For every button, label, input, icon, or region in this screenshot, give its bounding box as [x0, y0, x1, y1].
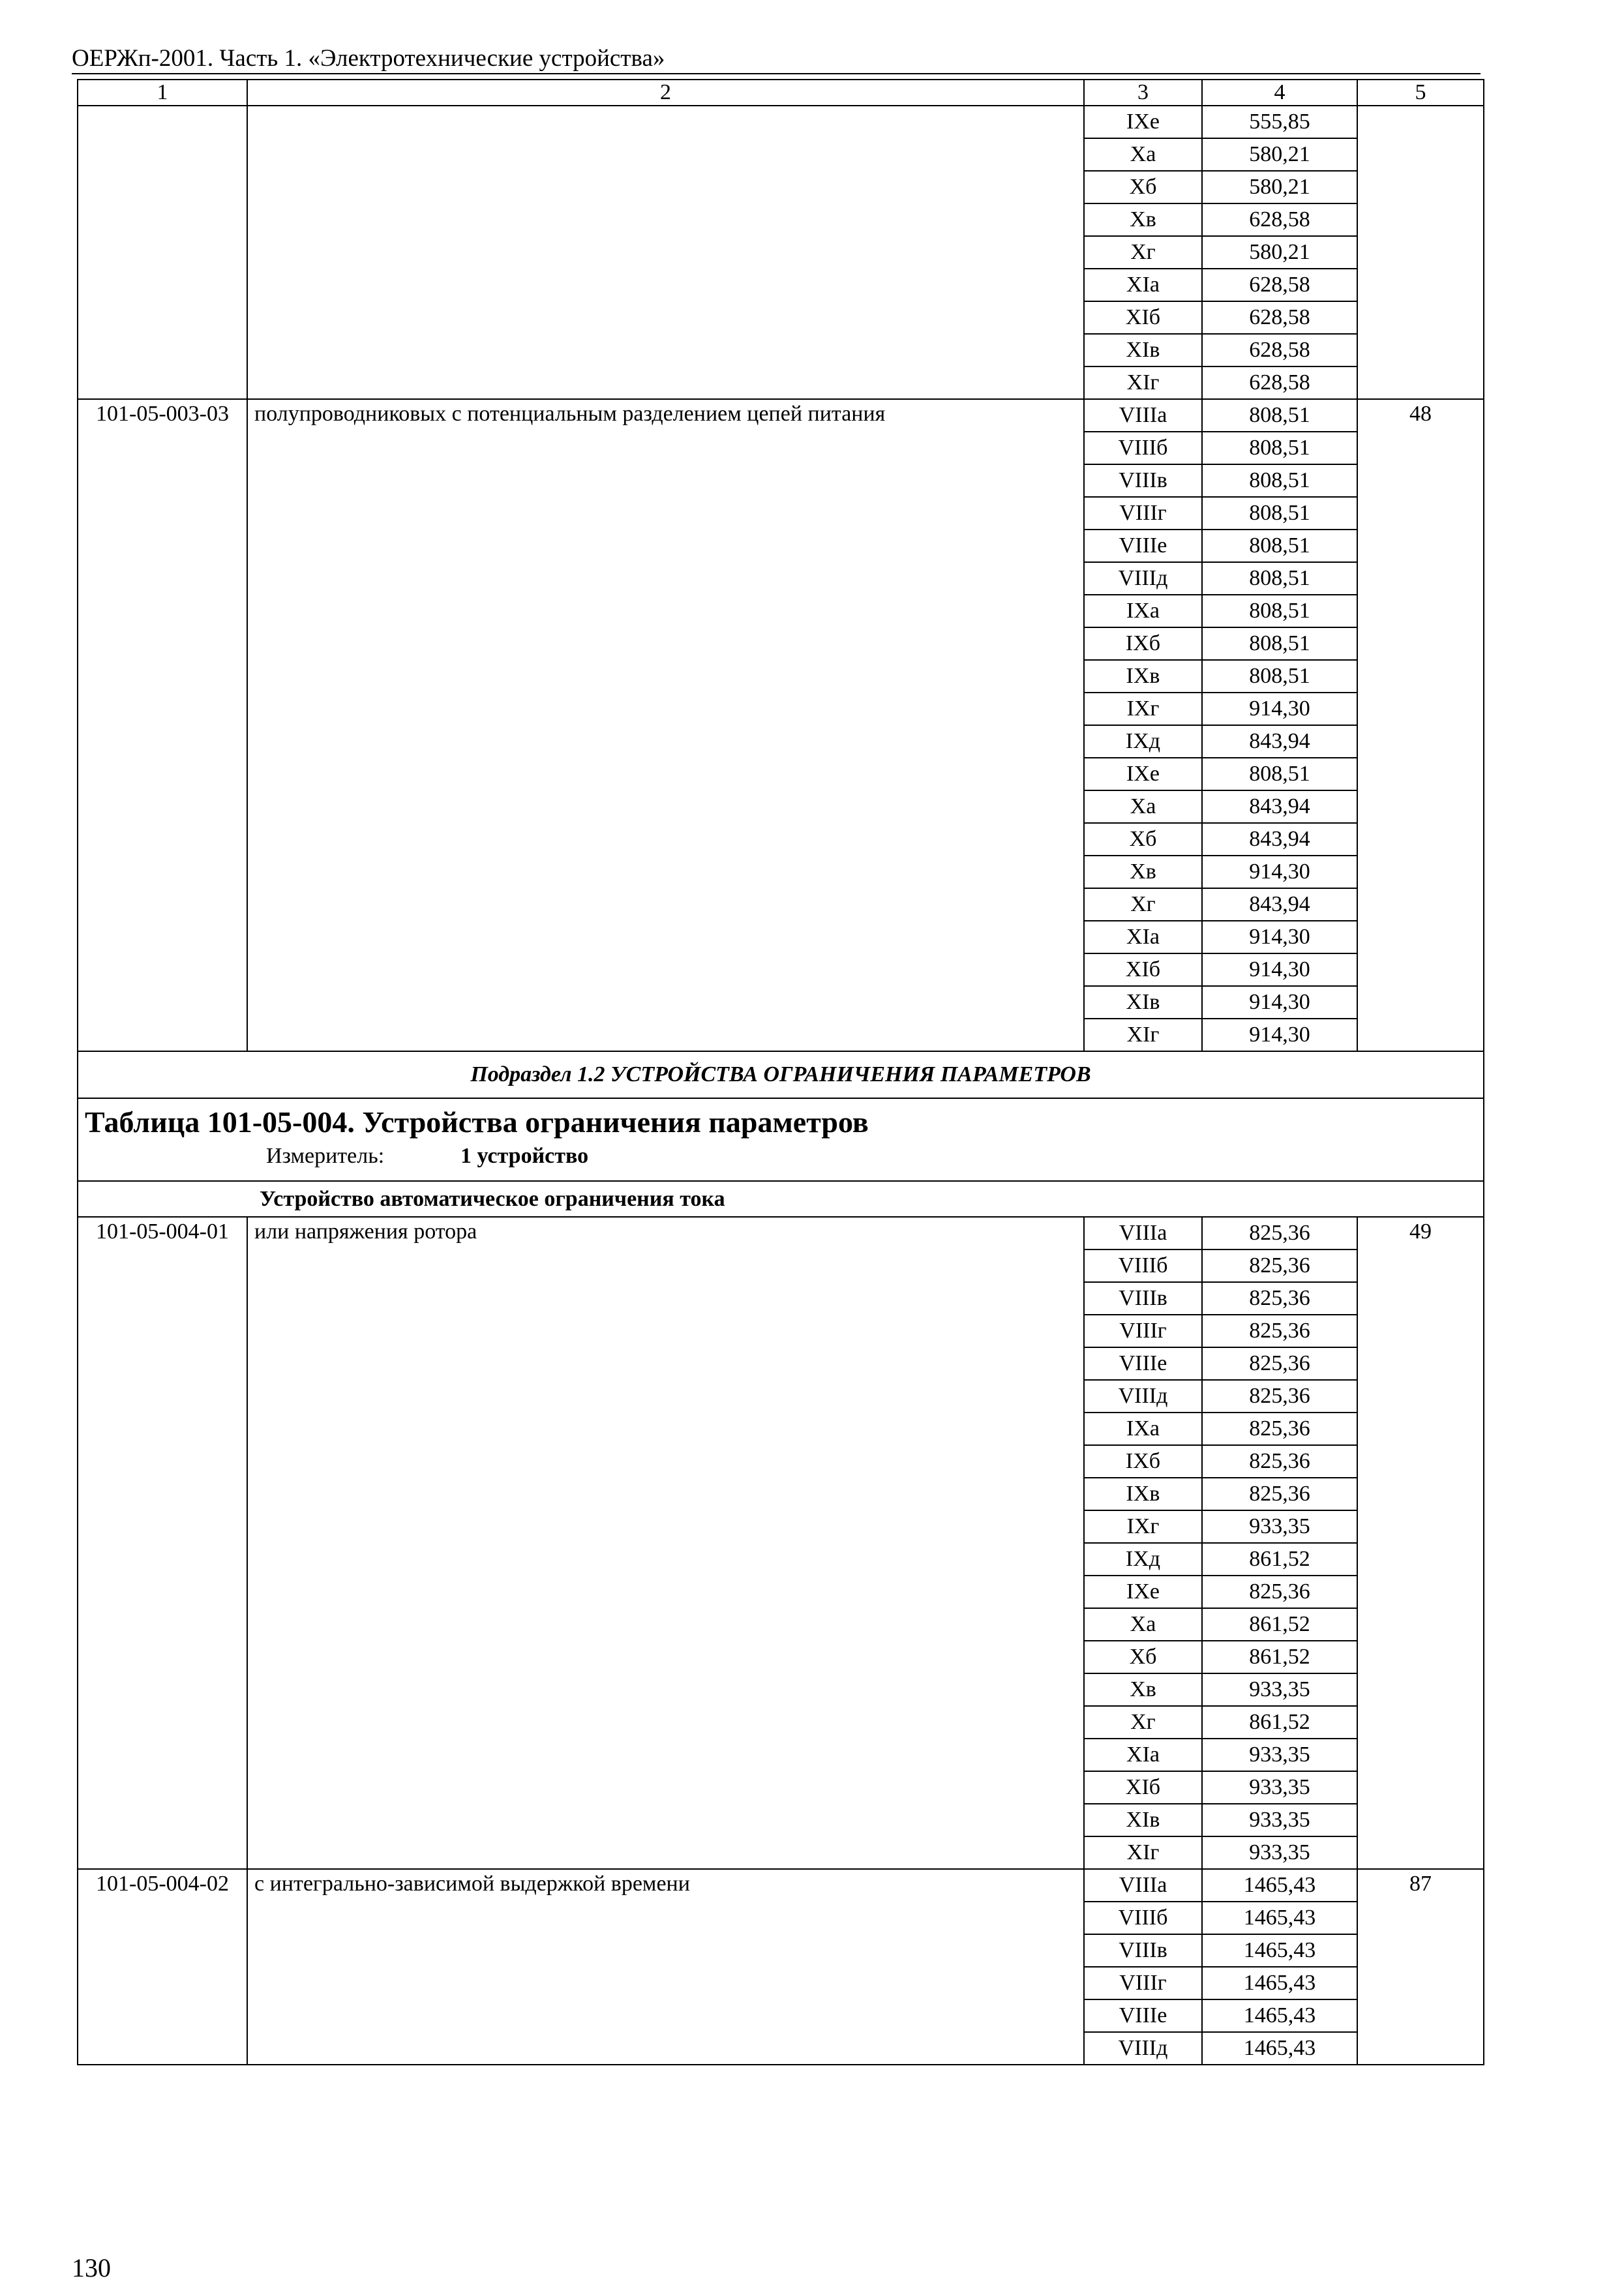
- item-code-cell: [78, 106, 247, 399]
- column-number: 4: [1202, 80, 1357, 106]
- unit-value: 1 устройство: [460, 1144, 589, 1168]
- zone-cell: VIIIe: [1084, 530, 1202, 562]
- zone-cell: XIб: [1084, 953, 1202, 986]
- price-cell: 843,94: [1202, 725, 1357, 758]
- zone-cell: XIв: [1084, 334, 1202, 367]
- zone-cell: VIIIг: [1084, 1315, 1202, 1347]
- zone-cell: XIa: [1084, 1739, 1202, 1771]
- zone-cell: XIг: [1084, 367, 1202, 399]
- column-number: 3: [1084, 80, 1202, 106]
- price-cell: 628,58: [1202, 334, 1357, 367]
- zone-cell: VIIIa: [1084, 1869, 1202, 1902]
- zone-cell: IXб: [1084, 1445, 1202, 1478]
- zone-cell: XIa: [1084, 269, 1202, 301]
- table-row: [78, 1869, 1484, 1902]
- price-cell: 1465,43: [1202, 1967, 1357, 1999]
- zone-cell: Xб: [1084, 171, 1202, 203]
- zone-cell: XIб: [1084, 1771, 1202, 1804]
- price-cell: 628,58: [1202, 203, 1357, 236]
- price-cell: 914,30: [1202, 953, 1357, 986]
- zone-cell: IXa: [1084, 595, 1202, 627]
- zone-cell: XIг: [1084, 1019, 1202, 1051]
- zone-cell: VIIIв: [1084, 464, 1202, 497]
- rates-table: [77, 79, 1484, 2065]
- zone-cell: Xa: [1084, 1608, 1202, 1641]
- column-number: 1: [78, 80, 247, 106]
- price-cell: 555,85: [1202, 106, 1357, 138]
- zone-cell: IXб: [1084, 627, 1202, 660]
- zone-cell: XIв: [1084, 1804, 1202, 1836]
- zone-cell: VIIIд: [1084, 1380, 1202, 1413]
- zone-cell: IXд: [1084, 1543, 1202, 1576]
- price-cell: 914,30: [1202, 1019, 1357, 1051]
- price-cell: 933,35: [1202, 1739, 1357, 1771]
- group-heading-row: [78, 1181, 1484, 1217]
- price-cell: 825,36: [1202, 1413, 1357, 1445]
- price-cell: 808,51: [1202, 562, 1357, 595]
- price-cell: 933,35: [1202, 1673, 1357, 1706]
- zone-cell: XIa: [1084, 921, 1202, 953]
- zone-cell: VIIIг: [1084, 1967, 1202, 1999]
- zone-cell: IXв: [1084, 1478, 1202, 1510]
- price-cell: 825,36: [1202, 1217, 1357, 1249]
- zone-cell: VIIIв: [1084, 1934, 1202, 1967]
- zone-cell: VIIIe: [1084, 1347, 1202, 1380]
- zone-cell: Xб: [1084, 823, 1202, 856]
- price-cell: 914,30: [1202, 693, 1357, 725]
- zone-cell: IXг: [1084, 1510, 1202, 1543]
- price-cell: 808,51: [1202, 464, 1357, 497]
- price-cell: 825,36: [1202, 1478, 1357, 1510]
- item-name-cell: с интегрально-зависимой выдержкой времени: [247, 1869, 1084, 2065]
- item-code-cell: 101-05-004-02: [78, 1869, 247, 2065]
- zone-cell: Xa: [1084, 790, 1202, 823]
- column-number: 2: [247, 80, 1084, 106]
- item-name-cell: или напряжения ротора: [247, 1217, 1084, 1869]
- zone-cell: IXд: [1084, 725, 1202, 758]
- price-cell: 1465,43: [1202, 1934, 1357, 1967]
- zone-cell: Xв: [1084, 203, 1202, 236]
- column5-cell: [1357, 106, 1484, 399]
- price-cell: 843,94: [1202, 888, 1357, 921]
- table-title-row: [78, 1098, 1484, 1181]
- page-number: 130: [72, 2253, 111, 2282]
- price-cell: 861,52: [1202, 1543, 1357, 1576]
- zone-cell: VIIIe: [1084, 1999, 1202, 2032]
- price-cell: 825,36: [1202, 1576, 1357, 1608]
- price-cell: 861,52: [1202, 1641, 1357, 1673]
- zone-cell: Xв: [1084, 856, 1202, 888]
- price-cell: 808,51: [1202, 432, 1357, 464]
- zone-cell: VIIIб: [1084, 432, 1202, 464]
- price-cell: 580,21: [1202, 171, 1357, 203]
- price-cell: 861,52: [1202, 1706, 1357, 1739]
- column-numbers-row: [78, 80, 1484, 106]
- table-title: Таблица 101-05-004. Устройства ограничения параметров: [85, 1105, 869, 1139]
- price-cell: 580,21: [1202, 138, 1357, 171]
- column5-cell: 87: [1357, 1869, 1484, 2065]
- zone-cell: IXe: [1084, 758, 1202, 790]
- zone-cell: IXe: [1084, 1576, 1202, 1608]
- unit-label: Измеритель:: [266, 1144, 385, 1168]
- zone-cell: VIIIa: [1084, 399, 1202, 432]
- price-cell: 914,30: [1202, 856, 1357, 888]
- price-cell: 843,94: [1202, 790, 1357, 823]
- zone-cell: IXг: [1084, 693, 1202, 725]
- price-cell: 628,58: [1202, 301, 1357, 334]
- zone-cell: VIIIг: [1084, 497, 1202, 530]
- zone-cell: Xв: [1084, 1673, 1202, 1706]
- price-cell: 808,51: [1202, 758, 1357, 790]
- column5-cell: 49: [1357, 1217, 1484, 1869]
- price-cell: 825,36: [1202, 1315, 1357, 1347]
- zone-cell: Xг: [1084, 1706, 1202, 1739]
- price-cell: 933,35: [1202, 1804, 1357, 1836]
- price-cell: 933,35: [1202, 1510, 1357, 1543]
- page-header: ОЕРЖп-2001. Часть 1. «Электротехнические устройства»: [72, 45, 665, 72]
- column-number: 5: [1357, 80, 1484, 106]
- table-row: [78, 106, 1484, 138]
- zone-cell: Xб: [1084, 1641, 1202, 1673]
- zone-cell: VIIIб: [1084, 1249, 1202, 1282]
- subsection-heading: Подраздел 1.2 УСТРОЙСТВА ОГРАНИЧЕНИЯ ПАРАМЕТРОВ: [78, 1051, 1484, 1098]
- zone-cell: XIг: [1084, 1836, 1202, 1869]
- price-cell: 628,58: [1202, 367, 1357, 399]
- zone-cell: Xa: [1084, 138, 1202, 171]
- price-cell: 808,51: [1202, 530, 1357, 562]
- column5-cell: 48: [1357, 399, 1484, 1051]
- zone-cell: VIIIд: [1084, 2032, 1202, 2065]
- price-cell: 933,35: [1202, 1836, 1357, 1869]
- zone-cell: IXв: [1084, 660, 1202, 693]
- zone-cell: VIIIa: [1084, 1217, 1202, 1249]
- price-cell: 861,52: [1202, 1608, 1357, 1641]
- zone-cell: VIIIд: [1084, 562, 1202, 595]
- table-title-cell: [78, 1098, 1484, 1181]
- price-cell: 628,58: [1202, 269, 1357, 301]
- group-heading: Устройство автоматическое ограничения тока: [78, 1181, 1484, 1217]
- subsection-row: [78, 1051, 1484, 1098]
- price-cell: 825,36: [1202, 1282, 1357, 1315]
- header-rule: [72, 73, 1481, 74]
- item-code-cell: 101-05-003-03: [78, 399, 247, 1051]
- unit-line: [266, 1143, 1483, 1169]
- price-cell: 825,36: [1202, 1380, 1357, 1413]
- price-cell: 825,36: [1202, 1445, 1357, 1478]
- zone-cell: Xг: [1084, 236, 1202, 269]
- table-row: [78, 1217, 1484, 1249]
- item-code-cell: 101-05-004-01: [78, 1217, 247, 1869]
- price-cell: 933,35: [1202, 1771, 1357, 1804]
- price-cell: 808,51: [1202, 595, 1357, 627]
- price-cell: 914,30: [1202, 986, 1357, 1019]
- zone-cell: IXa: [1084, 1413, 1202, 1445]
- zone-cell: IXe: [1084, 106, 1202, 138]
- price-cell: 1465,43: [1202, 2032, 1357, 2065]
- rates-table-body: [78, 80, 1484, 2065]
- price-cell: 843,94: [1202, 823, 1357, 856]
- price-cell: 808,51: [1202, 627, 1357, 660]
- price-cell: 1465,43: [1202, 1902, 1357, 1934]
- item-name-cell: [247, 106, 1084, 399]
- price-cell: 580,21: [1202, 236, 1357, 269]
- price-cell: 808,51: [1202, 660, 1357, 693]
- zone-cell: VIIIб: [1084, 1902, 1202, 1934]
- item-name-cell: полупроводниковых с потенциальным разделением цепей питания: [247, 399, 1084, 1051]
- price-cell: 914,30: [1202, 921, 1357, 953]
- price-cell: 808,51: [1202, 399, 1357, 432]
- price-cell: 825,36: [1202, 1347, 1357, 1380]
- price-cell: 1465,43: [1202, 1999, 1357, 2032]
- zone-cell: Xг: [1084, 888, 1202, 921]
- price-cell: 825,36: [1202, 1249, 1357, 1282]
- zone-cell: VIIIв: [1084, 1282, 1202, 1315]
- zone-cell: XIб: [1084, 301, 1202, 334]
- price-cell: 1465,43: [1202, 1869, 1357, 1902]
- zone-cell: XIв: [1084, 986, 1202, 1019]
- table-row: [78, 399, 1484, 432]
- price-cell: 808,51: [1202, 497, 1357, 530]
